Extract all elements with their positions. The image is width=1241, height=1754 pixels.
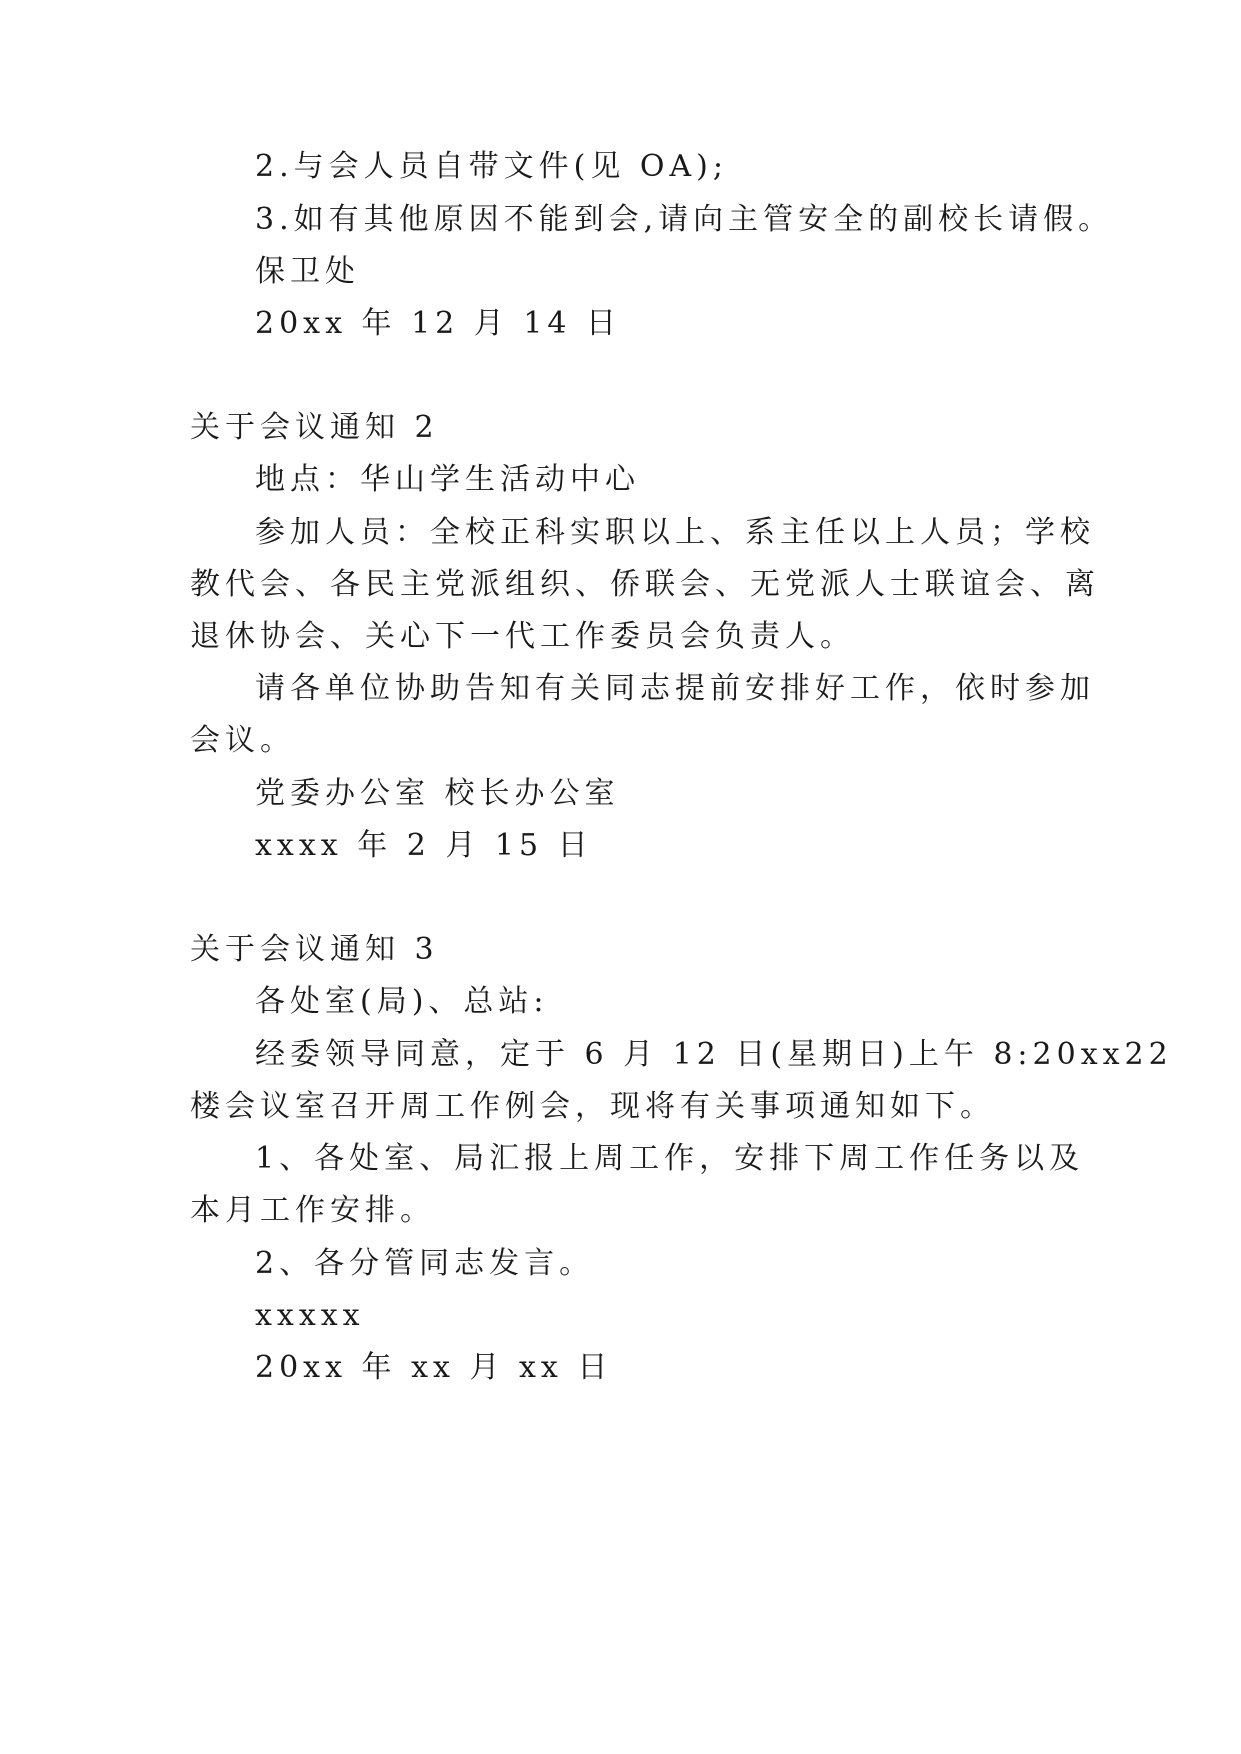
- notice2-request-line1: 请各单位协助告知有关同志提前安排好工作，依时参加: [255, 671, 1095, 706]
- notice3-title: 关于会议通知 3: [190, 932, 439, 967]
- notice2-attendees-line2: 教代会、各民主党派组织、侨联会、无党派人士联谊会、离: [190, 567, 1100, 602]
- notice3-salutation: 各处室(局)、总站:: [255, 984, 549, 1019]
- notice1-date: 20xx 年 12 月 14 日: [255, 306, 622, 341]
- notice3-signer: xxxxx: [255, 1298, 365, 1333]
- notice2-attendees-line3: 退休协会、关心下一代工作委员会负责人。: [190, 619, 855, 654]
- notice2-request-line2: 会议。: [190, 723, 295, 758]
- notice2-location: 地点：华山学生活动中心: [255, 462, 640, 497]
- notice2-date: xxxx 年 2 月 15 日: [255, 828, 593, 863]
- notice3-date: 20xx 年 xx 月 xx 日: [255, 1350, 613, 1385]
- notice3-body-line2: 楼会议室召开周工作例会，现将有关事项通知如下。: [190, 1089, 995, 1124]
- notice1-item-3: 3.如有其他原因不能到会,请向主管安全的副校长请假。: [255, 202, 1114, 237]
- notice3-item1-line2: 本月工作安排。: [190, 1193, 435, 1228]
- notice1-item-2: 2.与会人员自带文件(见 OA);: [255, 149, 728, 184]
- notice3-item1-line1: 1、各处室、局汇报上周工作，安排下周工作任务以及: [255, 1141, 1085, 1176]
- notice2-attendees-line1: 参加人员：全校正科实职以上、系主任以上人员；学校: [255, 515, 1095, 550]
- notice2-signer: 党委办公室 校长办公室: [255, 776, 620, 811]
- notice3-body-line1: 经委领导同意，定于 6 月 12 日(星期日)上午 8:20xx22: [255, 1037, 1173, 1072]
- notice1-signer: 保卫处: [255, 254, 360, 289]
- notice2-title: 关于会议通知 2: [190, 410, 439, 445]
- notice3-item2: 2、各分管同志发言。: [255, 1246, 595, 1281]
